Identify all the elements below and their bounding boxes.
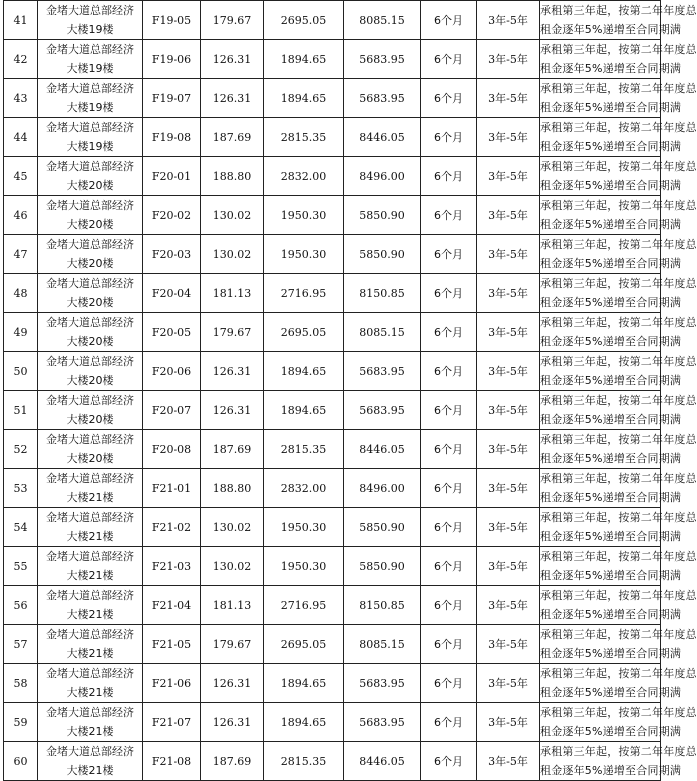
unit-area: 187.69 bbox=[201, 430, 264, 469]
monthly-rent: 2695.05 bbox=[264, 313, 344, 352]
row-number: 54 bbox=[4, 508, 38, 547]
building-name-line2: 大楼21楼 bbox=[66, 491, 114, 504]
building-cell bbox=[38, 235, 143, 274]
table-body bbox=[4, 1, 697, 781]
unit-area: 179.67 bbox=[201, 1, 264, 40]
table-row bbox=[4, 1, 661, 40]
building-name-line2: 大楼21楼 bbox=[66, 608, 114, 621]
deposit-amount: 5683.95 bbox=[344, 79, 421, 118]
building-name-line1: 金堵大道总部经济 bbox=[46, 589, 134, 602]
rent-free-period: 6个月 bbox=[421, 703, 477, 742]
lease-term: 3年-5年 bbox=[477, 664, 540, 703]
note-line2: 租金逐年5%递增至合同期满 bbox=[540, 569, 682, 582]
rent-free-period: 6个月 bbox=[421, 547, 477, 586]
unit-area: 181.13 bbox=[201, 586, 264, 625]
row-number: 51 bbox=[4, 391, 38, 430]
lease-term: 3年-5年 bbox=[477, 742, 540, 781]
table-row bbox=[4, 79, 661, 118]
building-cell bbox=[38, 313, 143, 352]
table-row bbox=[4, 430, 661, 469]
note-line1: 承租第三年起，按第二年年度总 bbox=[540, 550, 697, 563]
lease-term: 3年-5年 bbox=[477, 235, 540, 274]
note-line2: 租金逐年5%递增至合同期满 bbox=[540, 257, 682, 270]
lease-term: 3年-5年 bbox=[477, 430, 540, 469]
note-line2: 租金逐年5%递增至合同期满 bbox=[540, 179, 682, 192]
building-name-line2: 大楼20楼 bbox=[66, 257, 114, 270]
monthly-rent: 2815.35 bbox=[264, 430, 344, 469]
unit-area: 130.02 bbox=[201, 508, 264, 547]
note-line1: 承租第三年起，按第二年年度总 bbox=[540, 238, 697, 251]
monthly-rent: 1894.65 bbox=[264, 391, 344, 430]
row-number: 56 bbox=[4, 586, 38, 625]
row-number: 46 bbox=[4, 196, 38, 235]
building-name-line1: 金堵大道总部经济 bbox=[46, 82, 134, 95]
table-row bbox=[4, 469, 661, 508]
rent-increase-note bbox=[540, 1, 697, 40]
building-name-line1: 金堵大道总部经济 bbox=[46, 394, 134, 407]
row-number: 50 bbox=[4, 352, 38, 391]
note-line2: 租金逐年5%递增至合同期满 bbox=[540, 686, 682, 699]
unit-code: F20-03 bbox=[143, 235, 201, 274]
rent-free-period: 6个月 bbox=[421, 196, 477, 235]
note-line1: 承租第三年起，按第二年年度总 bbox=[540, 316, 697, 329]
rent-free-period: 6个月 bbox=[421, 274, 477, 313]
table-row bbox=[4, 625, 661, 664]
rent-increase-note bbox=[540, 274, 697, 313]
lease-term: 3年-5年 bbox=[477, 40, 540, 79]
building-name-line2: 大楼21楼 bbox=[66, 686, 114, 699]
row-number: 58 bbox=[4, 664, 38, 703]
building-cell bbox=[38, 79, 143, 118]
unit-area: 126.31 bbox=[201, 40, 264, 79]
unit-area: 126.31 bbox=[201, 664, 264, 703]
lease-term: 3年-5年 bbox=[477, 547, 540, 586]
building-name-line1: 金堵大道总部经济 bbox=[46, 550, 134, 563]
rent-increase-note bbox=[540, 235, 697, 274]
deposit-amount: 8446.05 bbox=[344, 118, 421, 157]
building-cell bbox=[38, 742, 143, 781]
row-number: 49 bbox=[4, 313, 38, 352]
note-line1: 承租第三年起，按第二年年度总 bbox=[540, 745, 697, 758]
unit-area: 179.67 bbox=[201, 625, 264, 664]
monthly-rent: 2716.95 bbox=[264, 274, 344, 313]
monthly-rent: 2815.35 bbox=[264, 742, 344, 781]
unit-code: F20-05 bbox=[143, 313, 201, 352]
deposit-amount: 8446.05 bbox=[344, 742, 421, 781]
rent-free-period: 6个月 bbox=[421, 391, 477, 430]
unit-area: 126.31 bbox=[201, 79, 264, 118]
unit-code: F19-05 bbox=[143, 1, 201, 40]
deposit-amount: 8150.85 bbox=[344, 586, 421, 625]
rent-increase-note bbox=[540, 40, 697, 79]
building-name-line1: 金堵大道总部经济 bbox=[46, 277, 134, 290]
unit-area: 188.80 bbox=[201, 469, 264, 508]
lease-term: 3年-5年 bbox=[477, 625, 540, 664]
rent-increase-note bbox=[540, 391, 697, 430]
building-name-line2: 大楼21楼 bbox=[66, 725, 114, 738]
unit-code: F21-04 bbox=[143, 586, 201, 625]
unit-code: F20-02 bbox=[143, 196, 201, 235]
monthly-rent: 1950.30 bbox=[264, 196, 344, 235]
monthly-rent: 2695.05 bbox=[264, 1, 344, 40]
building-name-line1: 金堵大道总部经济 bbox=[46, 628, 134, 641]
lease-term: 3年-5年 bbox=[477, 1, 540, 40]
rent-free-period: 6个月 bbox=[421, 1, 477, 40]
monthly-rent: 2815.35 bbox=[264, 118, 344, 157]
table-row bbox=[4, 703, 661, 742]
unit-area: 130.02 bbox=[201, 235, 264, 274]
unit-area: 126.31 bbox=[201, 352, 264, 391]
rental-listing-table bbox=[3, 0, 697, 781]
building-cell bbox=[38, 664, 143, 703]
building-name-line1: 金堵大道总部经济 bbox=[46, 4, 134, 17]
lease-term: 3年-5年 bbox=[477, 274, 540, 313]
rent-increase-note bbox=[540, 469, 697, 508]
building-name-line2: 大楼21楼 bbox=[66, 647, 114, 660]
lease-term: 3年-5年 bbox=[477, 352, 540, 391]
table-row bbox=[4, 40, 661, 79]
row-number: 59 bbox=[4, 703, 38, 742]
unit-area: 187.69 bbox=[201, 742, 264, 781]
monthly-rent: 1894.65 bbox=[264, 40, 344, 79]
rent-free-period: 6个月 bbox=[421, 313, 477, 352]
unit-code: F21-02 bbox=[143, 508, 201, 547]
table-row bbox=[4, 547, 661, 586]
unit-code: F21-07 bbox=[143, 703, 201, 742]
unit-area: 187.69 bbox=[201, 118, 264, 157]
lease-term: 3年-5年 bbox=[477, 391, 540, 430]
lease-term: 3年-5年 bbox=[477, 703, 540, 742]
unit-code: F21-06 bbox=[143, 664, 201, 703]
deposit-amount: 8496.00 bbox=[344, 469, 421, 508]
note-line2: 租金逐年5%递增至合同期满 bbox=[540, 62, 682, 75]
rent-increase-note bbox=[540, 352, 697, 391]
building-cell bbox=[38, 586, 143, 625]
lease-term: 3年-5年 bbox=[477, 196, 540, 235]
unit-code: F19-07 bbox=[143, 79, 201, 118]
building-cell bbox=[38, 625, 143, 664]
monthly-rent: 2716.95 bbox=[264, 586, 344, 625]
deposit-amount: 5850.90 bbox=[344, 196, 421, 235]
unit-code: F21-08 bbox=[143, 742, 201, 781]
note-line1: 承租第三年起，按第二年年度总 bbox=[540, 121, 697, 134]
row-number: 52 bbox=[4, 430, 38, 469]
monthly-rent: 1950.30 bbox=[264, 508, 344, 547]
note-line2: 租金逐年5%递增至合同期满 bbox=[540, 647, 682, 660]
lease-term: 3年-5年 bbox=[477, 469, 540, 508]
building-name-line1: 金堵大道总部经济 bbox=[46, 199, 134, 212]
note-line1: 承租第三年起，按第二年年度总 bbox=[540, 433, 697, 446]
building-name-line2: 大楼20楼 bbox=[66, 452, 114, 465]
building-cell bbox=[38, 274, 143, 313]
table-row bbox=[4, 742, 661, 781]
table-row bbox=[4, 274, 661, 313]
monthly-rent: 1894.65 bbox=[264, 664, 344, 703]
table-row bbox=[4, 235, 661, 274]
rent-increase-note bbox=[540, 118, 697, 157]
note-line2: 租金逐年5%递增至合同期满 bbox=[540, 725, 682, 738]
rent-free-period: 6个月 bbox=[421, 430, 477, 469]
building-name-line1: 金堵大道总部经济 bbox=[46, 706, 134, 719]
note-line1: 承租第三年起，按第二年年度总 bbox=[540, 160, 697, 173]
note-line2: 租金逐年5%递增至合同期满 bbox=[540, 335, 682, 348]
lease-term: 3年-5年 bbox=[477, 508, 540, 547]
unit-area: 179.67 bbox=[201, 313, 264, 352]
note-line1: 承租第三年起，按第二年年度总 bbox=[540, 355, 697, 368]
note-line2: 租金逐年5%递增至合同期满 bbox=[540, 218, 682, 231]
table-row bbox=[4, 157, 661, 196]
lease-term: 3年-5年 bbox=[477, 313, 540, 352]
unit-code: F20-04 bbox=[143, 274, 201, 313]
rent-increase-note bbox=[540, 508, 697, 547]
rent-free-period: 6个月 bbox=[421, 469, 477, 508]
note-line1: 承租第三年起，按第二年年度总 bbox=[540, 472, 697, 485]
deposit-amount: 5683.95 bbox=[344, 40, 421, 79]
building-cell bbox=[38, 118, 143, 157]
monthly-rent: 2832.00 bbox=[264, 157, 344, 196]
note-line1: 承租第三年起，按第二年年度总 bbox=[540, 4, 697, 17]
table-row bbox=[4, 586, 661, 625]
deposit-amount: 5683.95 bbox=[344, 352, 421, 391]
rent-free-period: 6个月 bbox=[421, 352, 477, 391]
lease-term: 3年-5年 bbox=[477, 79, 540, 118]
building-cell bbox=[38, 196, 143, 235]
building-name-line1: 金堵大道总部经济 bbox=[46, 43, 134, 56]
note-line2: 租金逐年5%递增至合同期满 bbox=[540, 413, 682, 426]
note-line1: 承租第三年起，按第二年年度总 bbox=[540, 394, 697, 407]
rent-free-period: 6个月 bbox=[421, 664, 477, 703]
row-number: 42 bbox=[4, 40, 38, 79]
note-line2: 租金逐年5%递增至合同期满 bbox=[540, 764, 682, 777]
building-name-line1: 金堵大道总部经济 bbox=[46, 745, 134, 758]
monthly-rent: 1894.65 bbox=[264, 703, 344, 742]
deposit-amount: 8085.15 bbox=[344, 1, 421, 40]
row-number: 53 bbox=[4, 469, 38, 508]
deposit-amount: 8085.15 bbox=[344, 313, 421, 352]
building-name-line2: 大楼19楼 bbox=[66, 23, 114, 36]
rent-free-period: 6个月 bbox=[421, 157, 477, 196]
building-name-line1: 金堵大道总部经济 bbox=[46, 511, 134, 524]
building-cell bbox=[38, 508, 143, 547]
rent-increase-note bbox=[540, 430, 697, 469]
building-name-line2: 大楼21楼 bbox=[66, 764, 114, 777]
rent-free-period: 6个月 bbox=[421, 118, 477, 157]
rent-free-period: 6个月 bbox=[421, 40, 477, 79]
table-row bbox=[4, 508, 661, 547]
building-name-line2: 大楼20楼 bbox=[66, 413, 114, 426]
deposit-amount: 5683.95 bbox=[344, 703, 421, 742]
monthly-rent: 2695.05 bbox=[264, 625, 344, 664]
note-line1: 承租第三年起，按第二年年度总 bbox=[540, 511, 697, 524]
building-cell bbox=[38, 40, 143, 79]
building-cell bbox=[38, 352, 143, 391]
note-line2: 租金逐年5%递增至合同期满 bbox=[540, 608, 682, 621]
note-line1: 承租第三年起，按第二年年度总 bbox=[540, 706, 697, 719]
lease-term: 3年-5年 bbox=[477, 118, 540, 157]
note-line1: 承租第三年起，按第二年年度总 bbox=[540, 667, 697, 680]
building-cell bbox=[38, 391, 143, 430]
building-name-line1: 金堵大道总部经济 bbox=[46, 238, 134, 251]
note-line2: 租金逐年5%递增至合同期满 bbox=[540, 530, 682, 543]
monthly-rent: 1950.30 bbox=[264, 235, 344, 274]
building-cell bbox=[38, 1, 143, 40]
row-number: 41 bbox=[4, 1, 38, 40]
note-line2: 租金逐年5%递增至合同期满 bbox=[540, 101, 682, 114]
monthly-rent: 1894.65 bbox=[264, 79, 344, 118]
building-cell bbox=[38, 469, 143, 508]
building-name-line1: 金堵大道总部经济 bbox=[46, 472, 134, 485]
note-line2: 租金逐年5%递增至合同期满 bbox=[540, 140, 682, 153]
unit-area: 188.80 bbox=[201, 157, 264, 196]
note-line2: 租金逐年5%递增至合同期满 bbox=[540, 374, 682, 387]
lease-term: 3年-5年 bbox=[477, 157, 540, 196]
row-number: 57 bbox=[4, 625, 38, 664]
building-name-line1: 金堵大道总部经济 bbox=[46, 667, 134, 680]
note-line2: 租金逐年5%递增至合同期满 bbox=[540, 452, 682, 465]
unit-area: 130.02 bbox=[201, 196, 264, 235]
row-number: 43 bbox=[4, 79, 38, 118]
note-line1: 承租第三年起，按第二年年度总 bbox=[540, 277, 697, 290]
rent-increase-note bbox=[540, 664, 697, 703]
table-row bbox=[4, 118, 661, 157]
building-name-line1: 金堵大道总部经济 bbox=[46, 160, 134, 173]
building-name-line2: 大楼20楼 bbox=[66, 374, 114, 387]
monthly-rent: 1894.65 bbox=[264, 352, 344, 391]
row-number: 60 bbox=[4, 742, 38, 781]
table-row bbox=[4, 664, 661, 703]
building-name-line2: 大楼20楼 bbox=[66, 296, 114, 309]
note-line1: 承租第三年起，按第二年年度总 bbox=[540, 628, 697, 641]
deposit-amount: 5683.95 bbox=[344, 664, 421, 703]
deposit-amount: 5850.90 bbox=[344, 508, 421, 547]
row-number: 45 bbox=[4, 157, 38, 196]
table-row bbox=[4, 391, 661, 430]
rent-free-period: 6个月 bbox=[421, 79, 477, 118]
monthly-rent: 2832.00 bbox=[264, 469, 344, 508]
row-number: 47 bbox=[4, 235, 38, 274]
rent-increase-note bbox=[540, 79, 697, 118]
rent-free-period: 6个月 bbox=[421, 235, 477, 274]
building-cell bbox=[38, 703, 143, 742]
unit-code: F19-06 bbox=[143, 40, 201, 79]
row-number: 44 bbox=[4, 118, 38, 157]
deposit-amount: 5850.90 bbox=[344, 547, 421, 586]
unit-area: 126.31 bbox=[201, 703, 264, 742]
unit-code: F21-05 bbox=[143, 625, 201, 664]
row-number: 55 bbox=[4, 547, 38, 586]
unit-code: F19-08 bbox=[143, 118, 201, 157]
building-name-line1: 金堵大道总部经济 bbox=[46, 355, 134, 368]
note-line1: 承租第三年起，按第二年年度总 bbox=[540, 43, 697, 56]
note-line2: 租金逐年5%递增至合同期满 bbox=[540, 23, 682, 36]
deposit-amount: 8150.85 bbox=[344, 274, 421, 313]
unit-area: 126.31 bbox=[201, 391, 264, 430]
lease-term: 3年-5年 bbox=[477, 586, 540, 625]
deposit-amount: 5683.95 bbox=[344, 391, 421, 430]
building-name-line2: 大楼19楼 bbox=[66, 140, 114, 153]
building-cell bbox=[38, 157, 143, 196]
rent-increase-note bbox=[540, 703, 697, 742]
note-line1: 承租第三年起，按第二年年度总 bbox=[540, 82, 697, 95]
building-name-line2: 大楼20楼 bbox=[66, 218, 114, 231]
building-name-line2: 大楼19楼 bbox=[66, 62, 114, 75]
rent-free-period: 6个月 bbox=[421, 625, 477, 664]
building-name-line2: 大楼20楼 bbox=[66, 335, 114, 348]
unit-area: 181.13 bbox=[201, 274, 264, 313]
deposit-amount: 8085.15 bbox=[344, 625, 421, 664]
note-line1: 承租第三年起，按第二年年度总 bbox=[540, 589, 697, 602]
rent-increase-note bbox=[540, 196, 697, 235]
unit-code: F20-06 bbox=[143, 352, 201, 391]
unit-code: F20-08 bbox=[143, 430, 201, 469]
rent-increase-note bbox=[540, 625, 697, 664]
building-name-line2: 大楼21楼 bbox=[66, 569, 114, 582]
table-row bbox=[4, 196, 661, 235]
note-line1: 承租第三年起，按第二年年度总 bbox=[540, 199, 697, 212]
unit-code: F21-01 bbox=[143, 469, 201, 508]
rent-free-period: 6个月 bbox=[421, 508, 477, 547]
row-number: 48 bbox=[4, 274, 38, 313]
monthly-rent: 1950.30 bbox=[264, 547, 344, 586]
rent-increase-note bbox=[540, 313, 697, 352]
unit-area: 130.02 bbox=[201, 547, 264, 586]
unit-code: F20-07 bbox=[143, 391, 201, 430]
building-name-line2: 大楼20楼 bbox=[66, 179, 114, 192]
note-line2: 租金逐年5%递增至合同期满 bbox=[540, 296, 682, 309]
rent-increase-note bbox=[540, 157, 697, 196]
rent-free-period: 6个月 bbox=[421, 586, 477, 625]
unit-code: F21-03 bbox=[143, 547, 201, 586]
deposit-amount: 5850.90 bbox=[344, 235, 421, 274]
building-cell bbox=[38, 430, 143, 469]
deposit-amount: 8446.05 bbox=[344, 430, 421, 469]
rent-free-period: 6个月 bbox=[421, 742, 477, 781]
table-row bbox=[4, 352, 661, 391]
building-name-line2: 大楼21楼 bbox=[66, 530, 114, 543]
building-name-line1: 金堵大道总部经济 bbox=[46, 121, 134, 134]
rent-increase-note bbox=[540, 586, 697, 625]
unit-code: F20-01 bbox=[143, 157, 201, 196]
rent-increase-note bbox=[540, 547, 697, 586]
building-name-line1: 金堵大道总部经济 bbox=[46, 433, 134, 446]
table-row bbox=[4, 313, 661, 352]
note-line2: 租金逐年5%递增至合同期满 bbox=[540, 491, 682, 504]
building-cell bbox=[38, 547, 143, 586]
building-name-line2: 大楼19楼 bbox=[66, 101, 114, 114]
deposit-amount: 8496.00 bbox=[344, 157, 421, 196]
building-name-line1: 金堵大道总部经济 bbox=[46, 316, 134, 329]
rent-increase-note bbox=[540, 742, 697, 781]
